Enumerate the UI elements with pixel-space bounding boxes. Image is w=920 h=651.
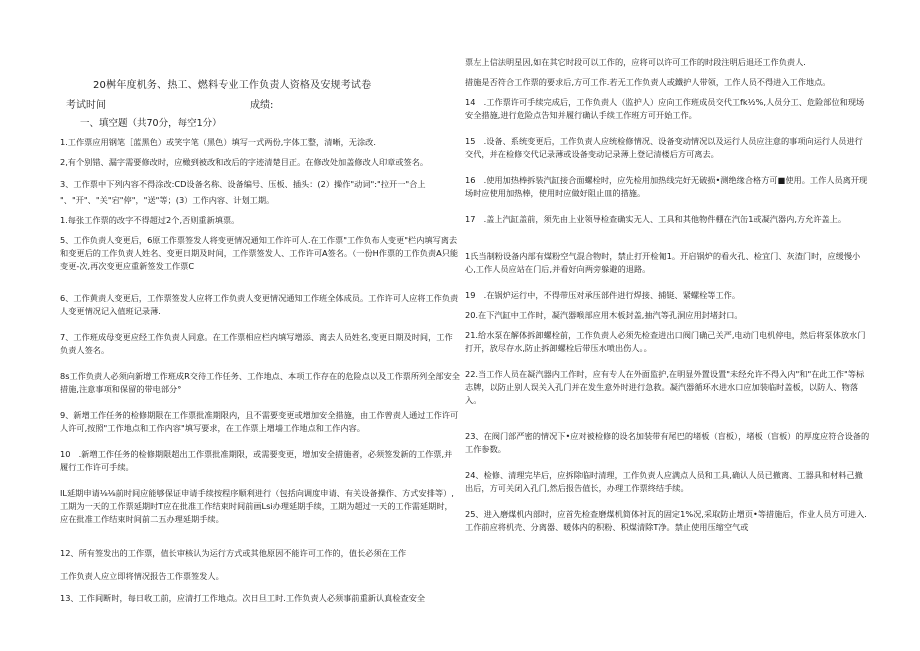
left-para: 6、工作黄责人变更后，工作票签发人应将工作负责人变更情况通知工作班全体成员。工作许可人应将工作负责人变更情况记入值班记录薄. (60, 293, 459, 316)
left-para: IL延期申请⅛⅛前时间应能够保证申请手续按程序顺利进行（包括向调度申请、有关设备操作、方式安排等）,工期为一天的工作票延期时T应在批准工作结束时间前画Lsi办理延期手续，工期为超过一天的工作需延期时，应在批准工作结束时间前二五办理延期手续。 (60, 488, 454, 524)
left-para: 10 .新増工作任务的检修期限超出工作票批准期限，或需要变更，增加安全措施者，必须签发新的工作票,并履行工作许可手续。 (60, 449, 453, 472)
right-para: 23、在阀门部严密的情况下•应对被检修的设名加装带有尾巴的堵板（盲板），堵板（盲板）的厚度应符合设备的工作参数。 (465, 431, 870, 454)
left-para: 2,有个别错、漏字需要修改时，应橄到被改和改后的字迹清楚目正。在修改处加盖修改人印章或签名。 (60, 157, 429, 167)
left-para: 12、所有签发出的工作票，值长审核认为运行方式或其他原因不能许可工作的，值长必须在工作 (60, 548, 407, 558)
right-para: 24、检修、清理完毕后，应拆除临时清理，工作负责人应满点人员和工具,确认人员已撤离、工器具和材料己撤出后，方可关闭入孔门,然后报告值长，办理工作票终结手续。 (465, 470, 863, 493)
left-para: 7、工作班成母变更应经工作负责人同意。在工作票相应栏内填写增添、离去人员姓名,变更日期及时间，工作负责人签名。 (60, 332, 453, 355)
left-para: 1.工作票应用钢笔［蓝黑色）或笑字笔（黑色）填写一式两份,字体工整，清晰，无涂改. (60, 137, 376, 147)
right-para: 19 .在锅炉运行中，不得带压对承压部件进行焊接、捕铤、紧螺栓等工作。 (465, 290, 741, 300)
right-para: 措施是否符合工作票的要求后,方可工作.若无工作负责人或鐵护人带领，工作人员不得进入工作地点。 (465, 77, 831, 87)
right-para: 15 .设备、系统变更后，工作负责人应统检修情况、设备变动情况以及运行人员应注意的事项向运行人员进行交代，并在检修交代记录薄或设备变动记录薄上登记清楼后方可离去。 (465, 136, 863, 159)
right-para: 25、进入磨煤机内部时，应首先检查磨煤机简体衬瓦的固定1%况,采取防止增页•等措施后，作业人员方可进入.工作前应将机壳、分离器、暖体内的积粉、积煤清除T净。禁止使用压缩空气或 (465, 509, 867, 532)
right-para: 17 .盖上汽缸盖前，须先由上业领导检查确实无人、工具和其他物件棚在汽缶1或凝汽器内,方允许盖上。 (465, 214, 847, 224)
right-para: 1氏当制粉设备内部有煤粉空气混合物时，禁止打开检匍1。开启锅炉的看火孔、检宜门、灰渣门时，应缓慢小心,工作人员应站在门后,并看好向两旁躲避的退路。 (465, 251, 861, 274)
right-para: 16 .使用加热棒拆装汽缸接合面螺栓时，应先检用加热线完好无破损•测绝缘合格方可■使用。工作人员离开现场时应使用加热棒，使用时应做好阻止皿的措施。 (465, 175, 868, 198)
left-para: 8s工作负责人必须向新增工作班成R交待工作任务、工作地点、本项工作存在的危险点以及工作票所列全部安全措施,注意事项和保留的带电部分° (60, 371, 460, 394)
left-para: 工作负责人应立即将情况报告工作票签发人。 (60, 571, 224, 581)
exam-time-label: 考试时间 (66, 100, 106, 111)
right-para: 20.在下汽缸中工作时，凝汽器喉部应用木板封盖,抽汽等孔洞应用封堵封口。 (465, 310, 743, 320)
right-para: 14 .工作票许可手续完成后，工作负责人（监护人）应向工作班成员交代工fk½%,人员分工、危险部位和现场安全措施,进行危险点告知并履行确认手续工作班方可开始工作。 (465, 97, 865, 120)
section-heading: 一、填空题（共70分，每空1分） (80, 118, 222, 129)
left-para: 3、工作票中下列内容不得涂改:CD设备名称、设备编号、压板、插头：(2）操作"动词":"拉开一"合上 (60, 179, 426, 189)
right-para: 21.给水泵在解体拆卸螺栓前，工作负责人必须先检查进出口阀门确己关严,电动门电机停电，然后将泵体放水门打开，放尽存水,防止拆卸螺栓后带压水喷出伤人。。 (465, 330, 866, 353)
left-para: "、"开"、"关"宕"停"，"送"等；(3）工作内容、计划工期。 (60, 195, 275, 205)
exam-title: 20桝年度机务、热工、燃料专业工作负责人资格及安规考试卷 (93, 80, 372, 91)
right-para: 22.当工作人员在凝汽器内工作时，应有专人在外面监护,在明显外置设置"未经允许不得入内"和"在此工作"等标志牌，以防止别人误关入孔门并在发生意外时进行急救。凝汽器循环水进水口应加装临时盖板，以防人、物落入。 (465, 369, 865, 405)
left-para: 1.每张工作票的改字不得超过2个,否则重新填票。 (60, 215, 240, 225)
score-label: 成绩: (250, 100, 274, 111)
right-para: 票左上信法明星因,如在其它时段可以工作的，应将可以许可工作的时段注明后退还工作负责人. (465, 57, 806, 67)
left-para: 5、工作负责人变更后，6原工作票签发人将变更情况通知工作许可人.在工作票"工作负布人变更"栏内填写离去和变更后的工作负责人姓名、变更日期及时间，工作票签发人、工作许可A签名。（一份H作票的工作负责A只能变更-次,再次变更应重新签发工作票C (60, 235, 459, 271)
left-para: 9、新增工作任务的检修期限在工作票批准期限内，且不需要变更或增加安全措施，由工作曾责人通过工作许可人许可,按照"工作地点和工作内容"填写要求，在工作票上增墙工作地点和工作内容。 (60, 410, 459, 433)
left-para: 13、工作间断时，每日收工前，应清打工作地点。次日旦工时.工作负责人必须事前重新认真检查安全 (60, 593, 426, 603)
